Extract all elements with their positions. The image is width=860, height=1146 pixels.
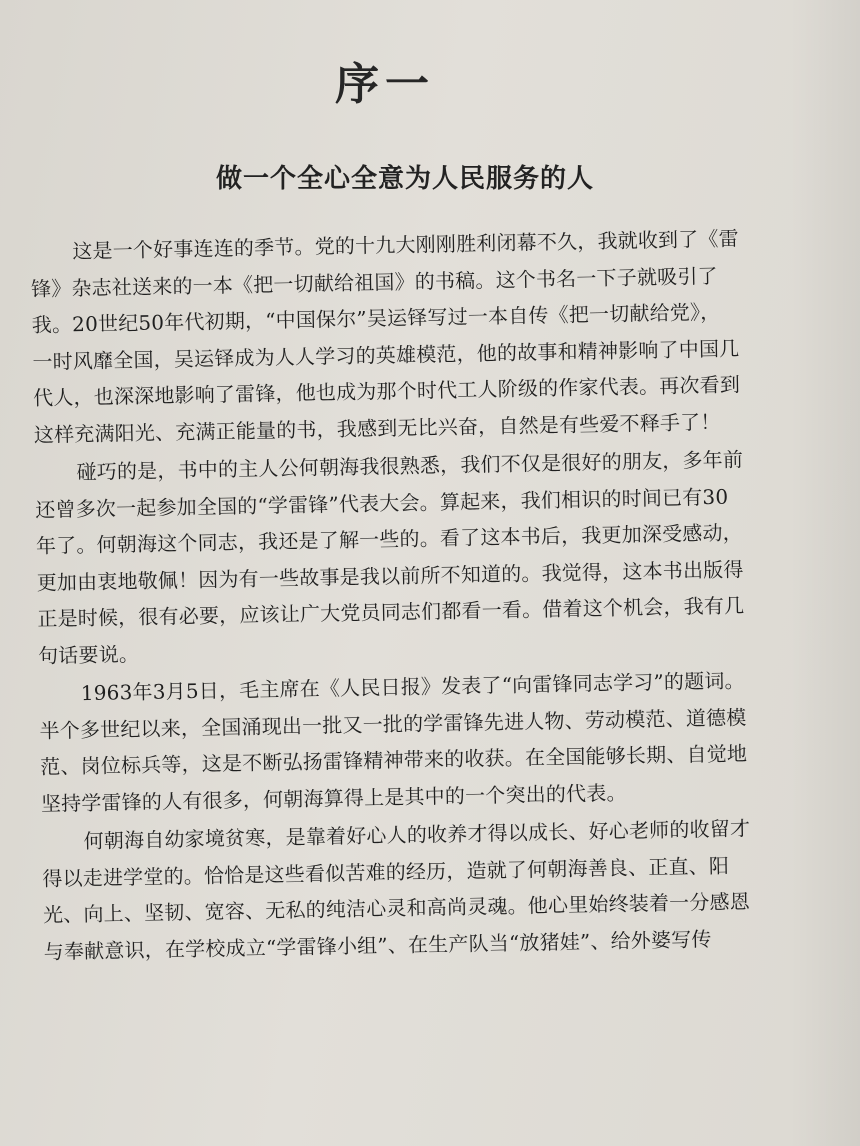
paragraph-2 <box>34 440 828 674</box>
text-line: 范、岗位标兵等，这是不断弘扬雷锋精神带来的收获。在全国能够长期、自觉地 <box>40 741 748 779</box>
paragraph-1 <box>30 219 824 453</box>
text-line: 还曾多次一起参加全国的“学雷锋”代表大会。算起来，我们相识的时间已有30 <box>35 484 729 522</box>
body-text <box>30 219 834 972</box>
text-line: 与奉献意识，在学校成立“学雷锋小组”、在生产队当“放猪娃”、给外婆写传 <box>43 926 712 964</box>
text-line: 年了。何朝海这个同志，我还是了解一些的。看了这本书后，我更加深受感动， <box>35 520 744 558</box>
text-line: 更加由衷地敬佩！因为有一些故事是我以前所不知道的。我觉得，这本书出版得 <box>36 556 744 595</box>
text-line: 我。20世纪50年代初期，“中国保尔”吴运铎写过一本自传《把一切献给党》， <box>31 299 721 337</box>
chapter-subtitle: 做一个全心全意为人民服务的人 <box>215 164 594 194</box>
text-line: 坚持学雷锋的人有很多，何朝海算得上是其中的一个突出的代表。 <box>40 780 627 816</box>
text-line: 这样充满阳光、充满正能量的书，我感到无比兴奋，自然是有些爱不释手了！ <box>33 409 721 447</box>
text-line: 锋》杂志社送来的一本《把一切献给祖国》的书稿。这个书名一下子就吸引了 <box>30 263 718 301</box>
text-line: 碰巧的是，书中的主人公何朝海我很熟悉，我们不仅是很好的朋友，多年前 <box>76 447 744 485</box>
text-line: 光、向上、坚韧、宽容、无私的纯洁心灵和高尚灵魂。他心里始终装着一分感恩 <box>42 889 751 927</box>
text-line: 得以走进学堂的。恰恰是这些看似苦难的经历，造就了何朝海善良、正直、阳 <box>42 853 730 891</box>
text-line: 半个多世纪以来，全国涌现出一批又一批的学雷锋先进人物、劳动模范、道德模 <box>39 704 747 743</box>
text-line: 正是时候，很有必要，应该让广大党员同志们都看一看。借着这个机会，我有几 <box>37 593 745 631</box>
chapter-title: 序一 <box>335 59 435 110</box>
text-line: 句话要说。 <box>37 641 140 668</box>
text-line: 一时风靡全国，吴运铎成为人人学习的英雄模范，他的故事和精神影响了中国几 <box>32 335 740 374</box>
text-line: 1963年3月5日，毛主席在《人民日报》发表了“向雷锋同志学习”的题词。 <box>80 668 745 706</box>
paragraph-4 <box>41 809 834 970</box>
text-line: 何朝海自幼家境贫寒，是靠着好心人的收养才得以成长、好心老师的收留才 <box>83 816 751 854</box>
text-line: 这是一个好事连连的季节。党的十九大刚刚胜利闭幕不久，我就收到了《雷 <box>72 226 740 264</box>
paragraph-3 <box>38 661 831 822</box>
text-line: 代人，也深深地影响了雷锋，他也成为那个时代工人阶级的作家代表。再次看到 <box>32 372 741 410</box>
